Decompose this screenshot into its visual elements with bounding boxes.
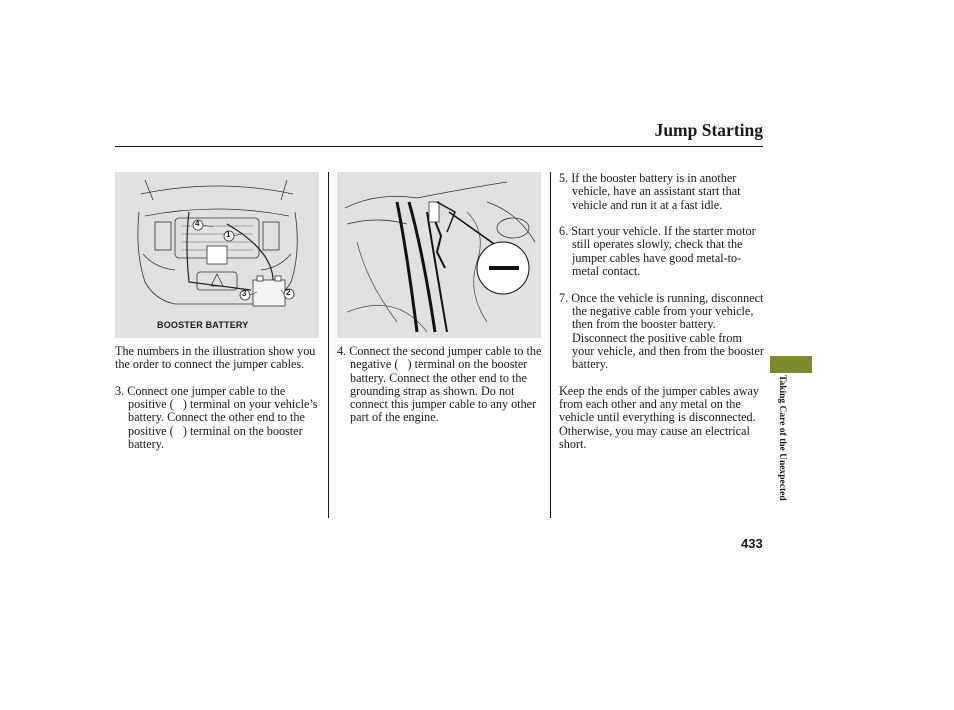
callout-3: 3 [242,289,247,298]
column-divider-2 [550,172,551,518]
callout-4: 4 [195,219,200,228]
column-1 [115,345,320,451]
callout-1: 1 [226,230,231,239]
step-6-text: 6. Start your vehicle. If the starter motor still operates slowly, check that the jumper cables have good metal-to-metal contact. [559,224,756,279]
step-4-text: 4. Connect the second jumper cable to the negative ( ) terminal on the booster battery. Connect the other end to the grounding strap as shown. Do not connect this jumper cable to any other part of the engine. [337,344,542,425]
page-number: 433 [741,536,763,551]
section-label: Taking Care of the Unexpected [777,375,787,501]
intro-text: The numbers in the illustration show you the order to connect the jumper cables. [115,344,316,372]
page-title: Jump Starting [654,120,763,140]
header-rule [115,146,763,147]
column-2 [337,345,542,425]
step-3-text: 3. Connect one jumper cable to the positive ( ) terminal on your vehicle’s battery. Connect the other end to the positive ( ) terminal on the booster battery. [115,383,318,452]
booster-battery-caption: BOOSTER BATTERY [157,320,249,330]
step-7-text: 7. Once the vehicle is running, disconnect the negative cable from your vehicle, then from the booster battery. Disconnect the positive cable from your vehicle, and then from the booster battery. [559,290,764,372]
note-text: Keep the ends of the jumper cables away from each other and any metal on the vehicle until everything is disconnected. Otherwise, you may cause an electrical short. [559,383,759,451]
column-divider-1 [328,172,329,518]
callout-2: 2 [286,288,291,297]
column-3 [559,172,766,451]
step-5-text: 5. If the booster battery is in another vehicle, have an assistant start that vehicle and run it at a fast idle. [559,171,741,212]
section-tab [770,356,812,373]
grounding-strap-illustration [337,172,541,338]
engine-bay-illustration [115,172,319,338]
